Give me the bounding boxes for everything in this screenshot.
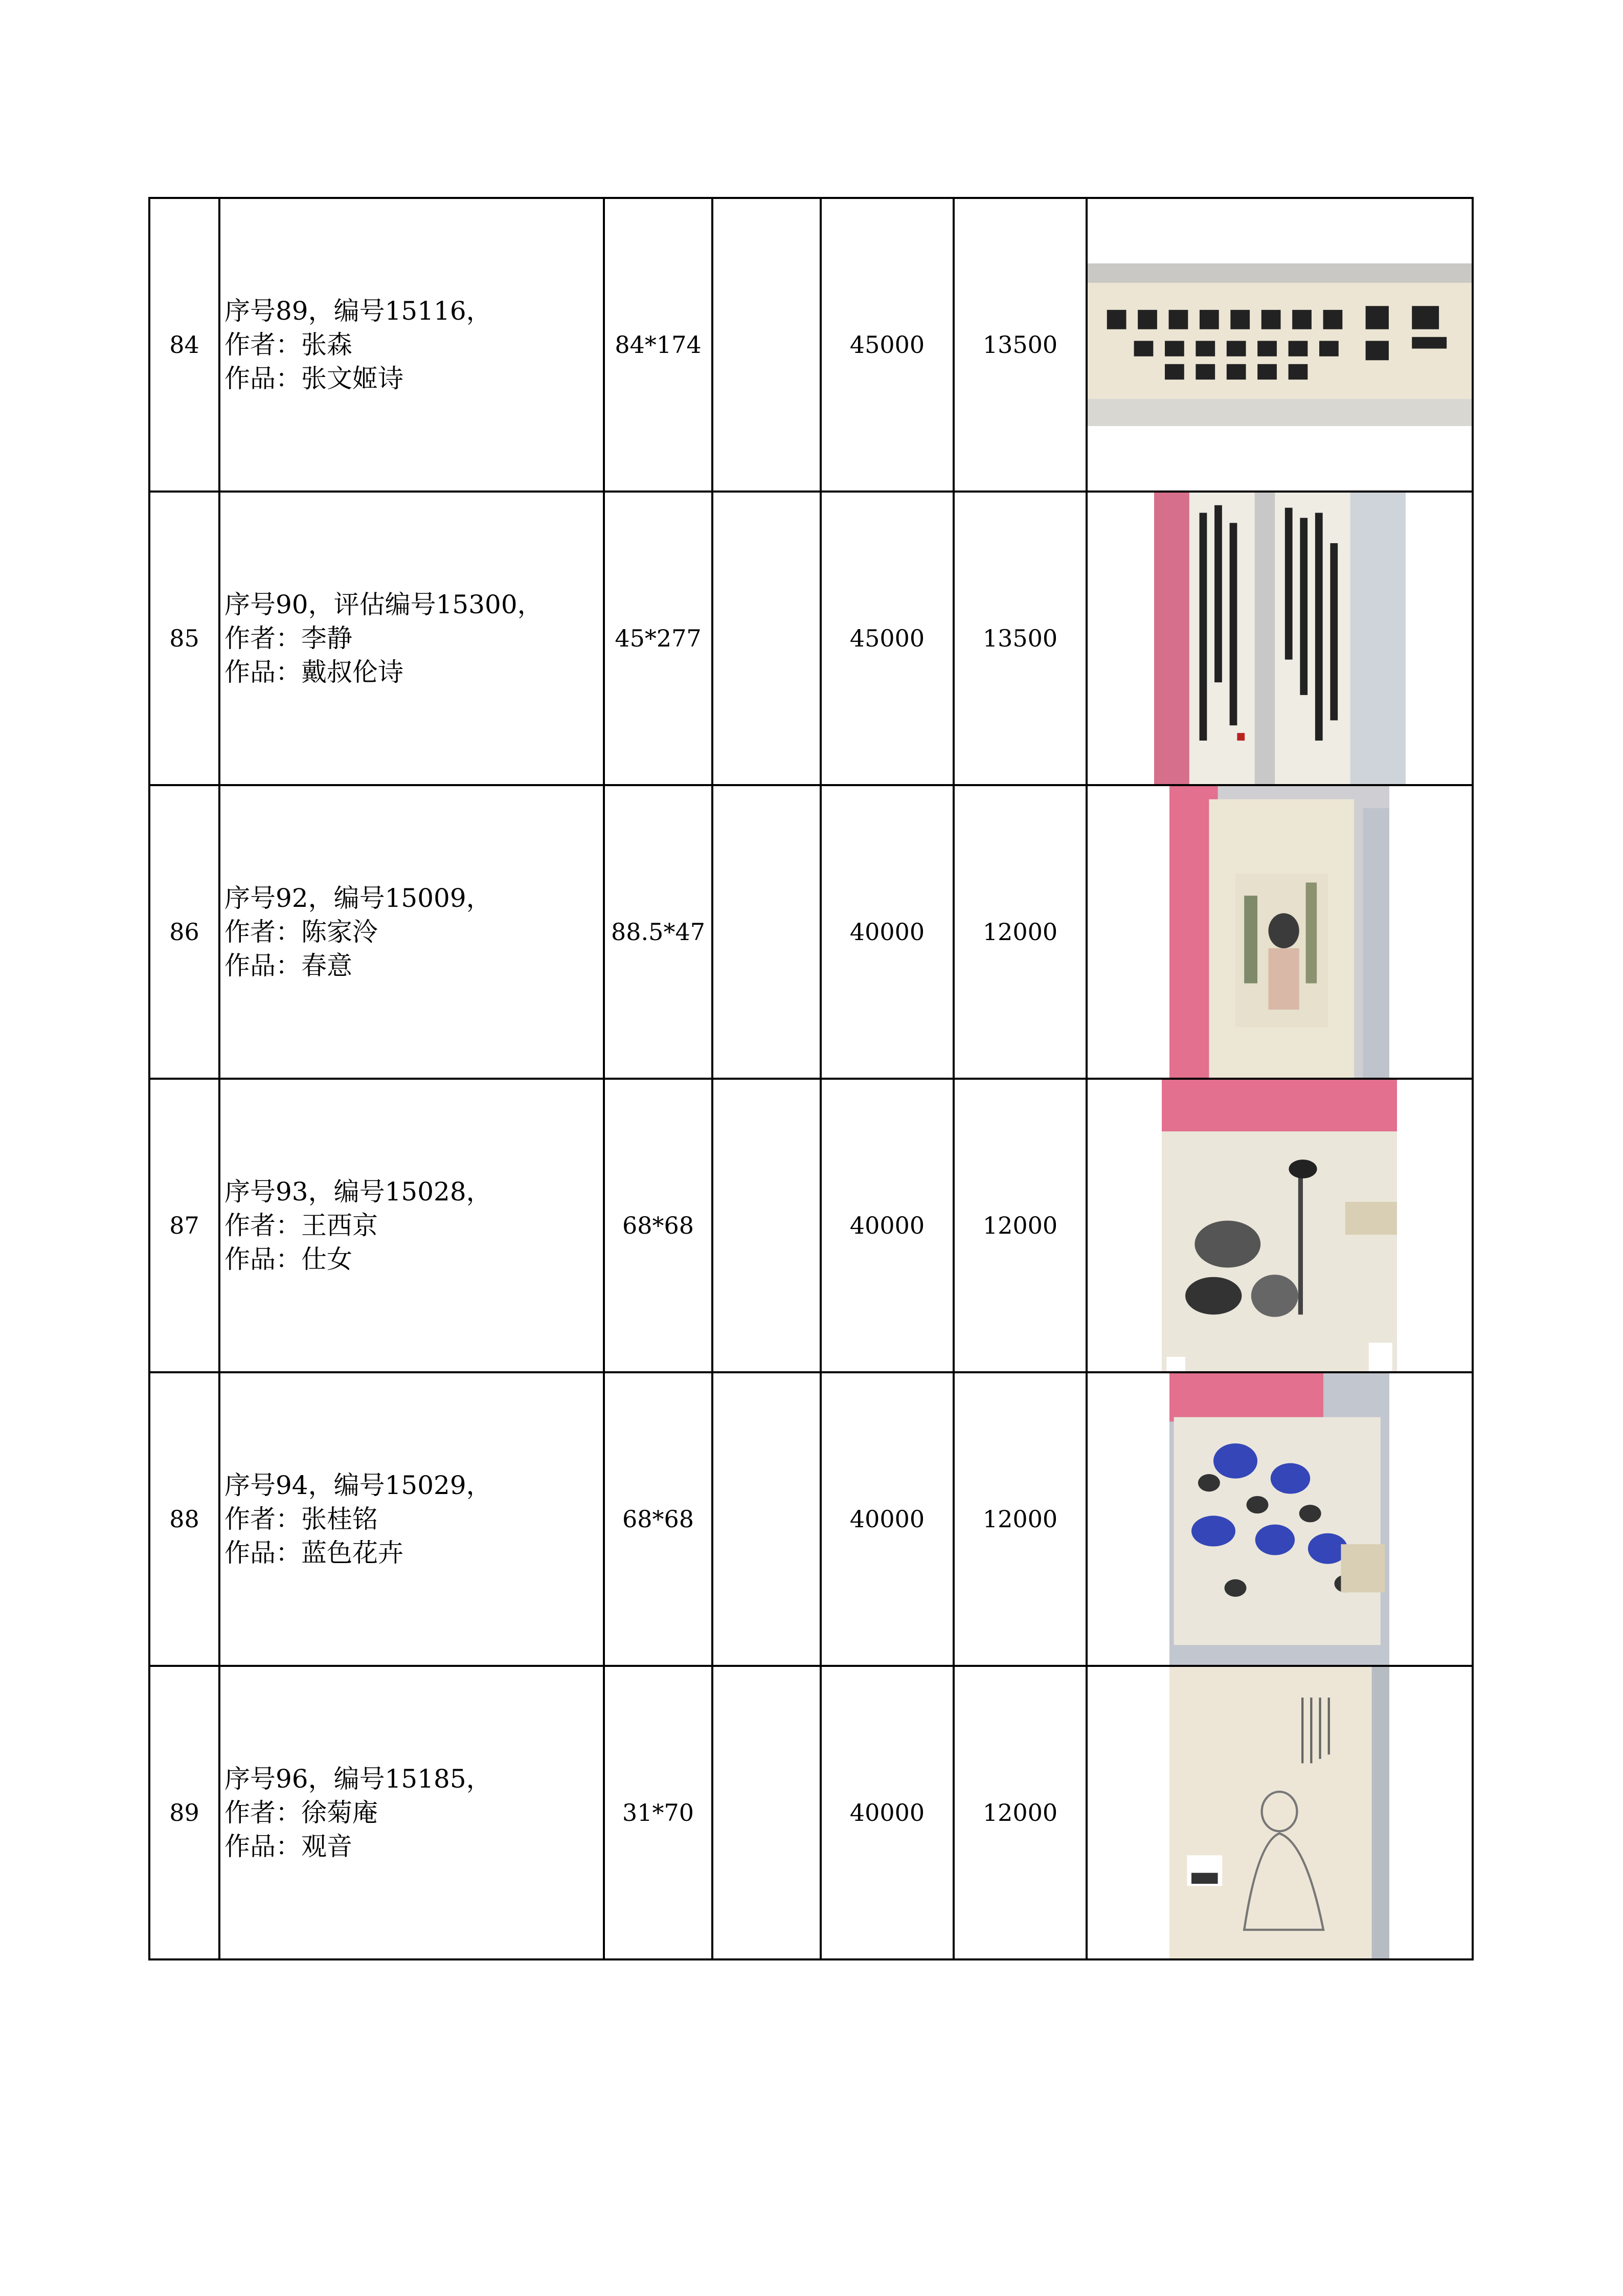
- author-line: 作者：张森: [224, 330, 352, 360]
- photo-cell: [1087, 198, 1473, 492]
- estimate-cell: [821, 1079, 954, 1372]
- description-cell: [219, 198, 604, 492]
- work-title-line: 作品：春意: [224, 951, 352, 980]
- photo-cell: [1087, 1079, 1473, 1372]
- estimate-cell: [821, 1372, 954, 1666]
- author-line: 作者：王西京: [224, 1211, 378, 1240]
- estimate-cell: [821, 785, 954, 1079]
- blue-flowers-painting-photo: [1169, 1373, 1389, 1666]
- description-cell: [219, 1079, 604, 1372]
- author-line: 作者：陈家泠: [224, 917, 378, 947]
- starting-price-value: 12000: [982, 918, 1058, 946]
- size-cell: [604, 492, 712, 785]
- lot-number-line: 序号93，编号15028，: [224, 1177, 492, 1207]
- blank-cell: [712, 1666, 821, 1959]
- starting-price-cell: [954, 198, 1087, 492]
- row-index-cell: [149, 785, 219, 1079]
- estimate-value: 45000: [849, 625, 925, 652]
- table-row: [149, 1372, 1473, 1666]
- starting-price-value: 13500: [982, 625, 1058, 652]
- starting-price-cell: [954, 1372, 1087, 1666]
- table-row: [149, 785, 1473, 1079]
- row-index-cell: [149, 1079, 219, 1372]
- description-cell: [219, 785, 604, 1079]
- artwork-size: 68*68: [622, 1505, 694, 1533]
- blank-cell: [712, 198, 821, 492]
- estimate-value: 40000: [849, 1505, 925, 1533]
- table-row: [149, 198, 1473, 492]
- estimate-value: 45000: [849, 331, 925, 359]
- hanging-scroll-figure-photo: [1169, 786, 1389, 1079]
- work-title-line: 作品：仕女: [224, 1244, 352, 1274]
- description-cell: [219, 1666, 604, 1959]
- size-cell: [604, 1666, 712, 1959]
- photo-cell: [1087, 785, 1473, 1079]
- estimate-cell: [821, 198, 954, 492]
- lot-number-line: 序号89，编号15116，: [224, 296, 492, 326]
- row-index-cell: [149, 1666, 219, 1959]
- starting-price-value: 12000: [982, 1799, 1058, 1826]
- table-row: [149, 1079, 1473, 1372]
- lot-number-line: 序号92，编号15009，: [224, 883, 492, 913]
- estimate-value: 40000: [849, 1212, 925, 1239]
- blank-cell: [712, 785, 821, 1079]
- estimate-value: 40000: [849, 918, 925, 946]
- starting-price-cell: [954, 492, 1087, 785]
- size-cell: [604, 198, 712, 492]
- author-line: 作者：李静: [224, 623, 352, 653]
- catalog-table: [148, 197, 1474, 1960]
- row-index: 87: [169, 1212, 199, 1239]
- lot-number-line: 序号94，编号15029，: [224, 1470, 492, 1500]
- row-index: 84: [169, 331, 199, 359]
- row-index: 86: [169, 918, 199, 946]
- description-cell: [219, 492, 604, 785]
- starting-price-value: 12000: [982, 1505, 1058, 1533]
- size-cell: [604, 785, 712, 1079]
- photo-cell: [1087, 492, 1473, 785]
- work-title-line: 作品：张文姬诗: [224, 364, 403, 393]
- blank-cell: [712, 492, 821, 785]
- artwork-size: 68*68: [622, 1212, 694, 1239]
- row-index: 88: [169, 1505, 199, 1533]
- estimate-value: 40000: [849, 1799, 925, 1826]
- lot-number-line: 序号96，编号15185，: [224, 1764, 492, 1794]
- blank-cell: [712, 1372, 821, 1666]
- description-cell: [219, 1372, 604, 1666]
- row-index-cell: [149, 1372, 219, 1666]
- author-line: 作者：张桂铭: [224, 1504, 378, 1534]
- calligraphy-scroll-photo: [1154, 493, 1406, 785]
- estimate-cell: [821, 492, 954, 785]
- lot-number-line: 序号90，评估编号15300，: [224, 590, 543, 619]
- table-row: [149, 1666, 1473, 1959]
- artwork-size: 45*277: [615, 625, 702, 652]
- row-index-cell: [149, 492, 219, 785]
- row-index-cell: [149, 198, 219, 492]
- blank-cell: [712, 1079, 821, 1372]
- artwork-size: 84*174: [615, 331, 702, 359]
- work-title-line: 作品：观音: [224, 1832, 352, 1861]
- size-cell: [604, 1372, 712, 1666]
- artwork-size: 88.5*47: [611, 918, 705, 946]
- photo-cell: [1087, 1372, 1473, 1666]
- catalog-rows: [149, 198, 1473, 1959]
- starting-price-value: 13500: [982, 331, 1058, 359]
- starting-price-cell: [954, 1666, 1087, 1959]
- row-index: 85: [169, 625, 199, 652]
- table-row: [149, 492, 1473, 785]
- size-cell: [604, 1079, 712, 1372]
- row-index: 89: [169, 1799, 199, 1826]
- guanyin-scroll-photo: [1169, 1667, 1389, 1959]
- author-line: 作者：徐菊庵: [224, 1798, 378, 1827]
- calligraphy-horizontal-photo: [1088, 263, 1473, 426]
- artwork-size: 31*70: [622, 1799, 694, 1826]
- starting-price-value: 12000: [982, 1212, 1058, 1239]
- work-title-line: 作品：蓝色花卉: [224, 1538, 403, 1568]
- ink-painting-photo: [1162, 1080, 1397, 1372]
- work-title-line: 作品：戴叔伦诗: [224, 657, 403, 687]
- photo-cell: [1087, 1666, 1473, 1959]
- starting-price-cell: [954, 1079, 1087, 1372]
- starting-price-cell: [954, 785, 1087, 1079]
- estimate-cell: [821, 1666, 954, 1959]
